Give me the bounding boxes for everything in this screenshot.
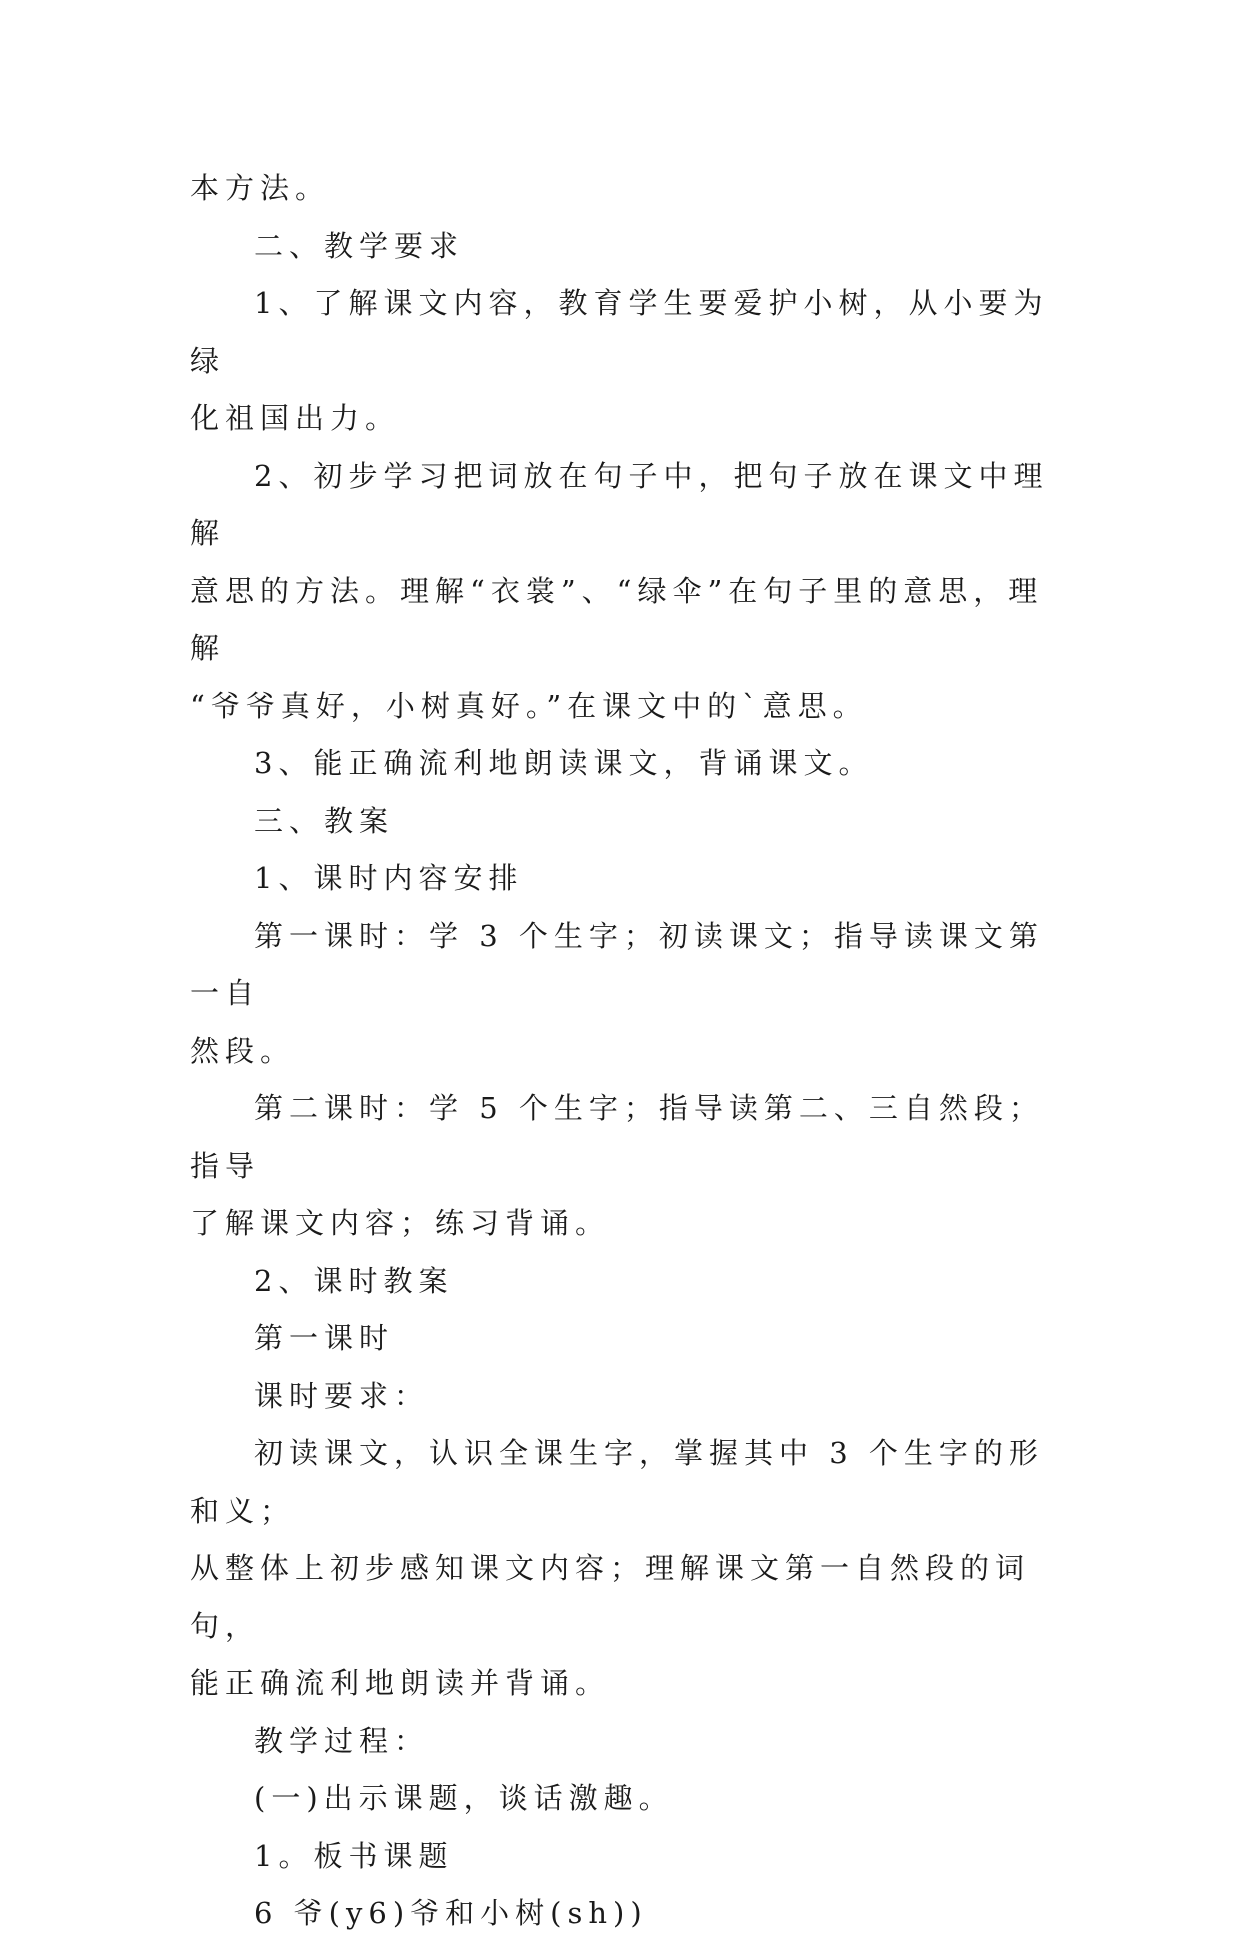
subsection-heading: 1、课时内容安排	[254, 861, 524, 895]
text-line: 第一课时	[254, 1321, 395, 1355]
document-body	[190, 160, 1070, 1943]
text-line: “爷爷真好，小树真好。”在课文中的`意思。	[190, 688, 868, 723]
text-line: 2、初步学习把词放在句子中，把句子放在课文中理解	[190, 458, 1049, 550]
text-line: 课时要求：	[254, 1378, 430, 1413]
section-heading: 三、教案	[254, 803, 395, 838]
text-line: 教学过程：	[254, 1723, 430, 1758]
text-line: 然段。	[190, 1033, 296, 1068]
text-line: 能正确流利地朗读并背诵。	[190, 1666, 611, 1700]
text-line: 从整体上初步感知课文内容；理解课文第一自然段的词句，	[190, 1551, 1031, 1643]
text-line: 初读课文，认识全课生字，掌握其中 3 个生字的形和义；	[190, 1436, 1044, 1528]
text-line: 3、能正确流利地朗读课文，背诵课文。	[254, 746, 874, 780]
text-line: 本方法。	[190, 171, 331, 205]
text-line: 了解课文内容；练习背诵。	[190, 1206, 611, 1240]
text-line: 6 爷(y6)爷和小树(sh))	[254, 1896, 648, 1930]
text-line: 第一课时：学 3 个生字；初读课文；指导读课文第一自	[190, 918, 1044, 1010]
text-line: 1、了解课文内容，教育学生要爱护小树，从小要为绿	[190, 286, 1049, 378]
text-line: 意思的方法。理解“衣裳”、“绿伞”在句子里的意思，理解	[190, 573, 1044, 665]
text-line: 第二课时：学 5 个生字；指导读第二、三自然段；指导	[190, 1091, 1044, 1183]
subsection-heading: 2、课时教案	[254, 1263, 454, 1298]
text-line: 化祖国出力。	[190, 401, 401, 435]
text-line: (一)出示课题，谈话激趣。	[254, 1781, 674, 1815]
section-heading: 二、教学要求	[254, 228, 465, 263]
text-line: 1。板书课题	[254, 1838, 454, 1873]
